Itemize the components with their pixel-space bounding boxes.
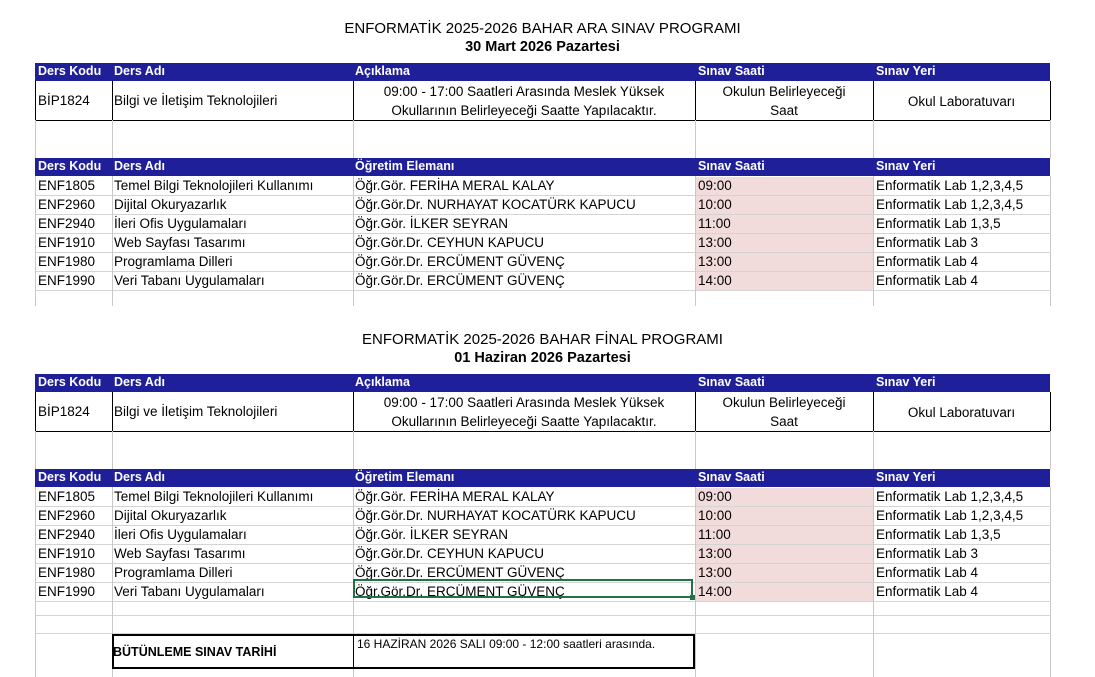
grid-line [35, 431, 1050, 432]
description-line-1[interactable]: 09:00 - 17:00 Saatleri Arasında Meslek Yüksek [383, 84, 665, 99]
grid-line [873, 120, 874, 158]
exam-time-line-1[interactable]: Okulun Belirleyeceği [722, 395, 846, 410]
exam-time[interactable]: 10:00 [698, 508, 732, 523]
description-line-1[interactable]: 09:00 - 17:00 Saatleri Arasında Meslek Yüksek [383, 395, 665, 410]
grid-line [35, 81, 36, 120]
exam-place[interactable]: Okul Laboratuvarı [907, 93, 1016, 109]
grid-line [1050, 120, 1051, 158]
cell-selection[interactable] [353, 579, 693, 598]
midterm-date: 30 Mart 2026 Pazartesi [465, 39, 620, 55]
exam-time[interactable]: 09:00 [698, 178, 732, 193]
column-header: Öğretim Elemanı [355, 470, 455, 484]
column-header: Açıklama [355, 375, 410, 389]
grid-line [112, 487, 113, 601]
course-name[interactable]: Veri Tabanı Uygulamaları [114, 584, 265, 599]
grid-line [1050, 290, 1051, 306]
grid-line [35, 431, 36, 469]
fill-handle[interactable] [690, 595, 695, 600]
column-header: Sınav Saati [698, 470, 765, 484]
course-name[interactable]: Dijital Okuryazarlık [114, 508, 227, 523]
course-name[interactable]: Veri Tabanı Uygulamaları [114, 273, 265, 288]
column-header: Ders Adı [114, 64, 165, 78]
instructor[interactable]: Öğr.Gör.Dr. ERCÜMENT GÜVENÇ [355, 565, 565, 580]
exam-place[interactable]: Enformatik Lab 4 [876, 584, 979, 599]
grid-line [695, 431, 696, 469]
final-special-header [35, 374, 1050, 392]
grid-line [353, 431, 354, 469]
course-code[interactable]: ENF2940 [38, 527, 96, 542]
final-title: ENFORMATİK 2025-2026 BAHAR FİNAL PROGRAMI [362, 331, 723, 348]
grid-line [353, 290, 354, 306]
grid-line [873, 487, 874, 601]
grid-line [695, 176, 696, 290]
final-date: 01 Haziran 2026 Pazartesi [454, 350, 631, 366]
column-header: Öğretim Elemanı [355, 159, 455, 173]
exam-place[interactable]: Enformatik Lab 1,3,5 [876, 527, 1001, 542]
grid-line [1050, 487, 1051, 601]
grid-line [1050, 392, 1051, 431]
column-header: Sınav Saati [698, 159, 765, 173]
description-line-2[interactable]: Okullarının Belirleyeceği Saatte Yapılacaktır. [391, 103, 657, 118]
final-table-header [35, 469, 1050, 487]
grid-line [1050, 81, 1051, 120]
grid-line [1050, 176, 1051, 290]
exam-time-line-1[interactable]: Okulun Belirleyeceği [722, 84, 846, 99]
column-header: Sınav Yeri [876, 159, 936, 173]
column-header: Ders Kodu [38, 470, 102, 484]
grid-line [35, 290, 36, 306]
column-header: Ders Kodu [38, 159, 102, 173]
grid-line [695, 120, 696, 158]
midterm-table-header [35, 158, 1050, 176]
grid-line [873, 431, 874, 469]
course-name[interactable]: Programlama Dilleri [114, 565, 233, 580]
instructor[interactable]: Öğr.Gör.Dr. ERCÜMENT GÜVENÇ [355, 273, 565, 288]
grid-line [35, 615, 1050, 616]
course-code[interactable]: ENF1910 [38, 235, 96, 250]
exam-place[interactable]: Enformatik Lab 1,2,3,4,5 [876, 489, 1024, 504]
midterm-special-header [35, 63, 1050, 81]
grid-line [35, 290, 1050, 291]
exam-time[interactable]: 11:00 [698, 527, 731, 542]
exam-place[interactable]: Enformatik Lab 1,2,3,4,5 [876, 508, 1024, 523]
grid-line [873, 290, 874, 306]
course-name[interactable]: Bilgi ve İletişim Teknolojileri [114, 92, 278, 108]
exam-time-line-2[interactable]: Saat [770, 414, 798, 429]
grid-line [35, 601, 36, 677]
column-header: Ders Adı [114, 375, 165, 389]
course-name[interactable]: Web Sayfası Tasarımı [114, 546, 246, 561]
exam-place[interactable]: Enformatik Lab 1,2,3,4,5 [876, 178, 1024, 193]
instructor[interactable]: Öğr.Gör. İLKER SEYRAN [355, 527, 509, 542]
grid-line [35, 392, 36, 431]
exam-time-line-2[interactable]: Saat [770, 103, 798, 118]
exam-time[interactable]: 13:00 [698, 254, 732, 269]
column-header: Sınav Saati [698, 375, 765, 389]
instructor[interactable]: Öğr.Gör. FERİHA MERAL KALAY [355, 489, 555, 504]
grid-line [112, 176, 113, 290]
instructor[interactable]: Öğr.Gör. İLKER SEYRAN [355, 216, 509, 231]
course-code[interactable]: ENF1805 [38, 489, 96, 504]
exam-place[interactable]: Enformatik Lab 1,2,3,4,5 [876, 197, 1024, 212]
grid-line [112, 290, 113, 306]
grid-line [112, 120, 113, 158]
course-name[interactable]: İleri Ofis Uygulamaları [114, 216, 247, 231]
grid-line [35, 120, 1050, 121]
course-name[interactable]: Bilgi ve İletişim Teknolojileri [114, 403, 278, 419]
course-code[interactable]: ENF1980 [38, 565, 96, 580]
exam-place[interactable]: Enformatik Lab 4 [876, 254, 979, 269]
grid-line [112, 431, 113, 469]
exam-place[interactable]: Enformatik Lab 3 [876, 546, 979, 561]
exam-time[interactable]: 13:00 [698, 235, 732, 250]
grid-line [695, 290, 696, 306]
exam-place[interactable]: Enformatik Lab 3 [876, 235, 979, 250]
exam-time[interactable]: 10:00 [698, 197, 732, 212]
column-header: Sınav Yeri [876, 64, 936, 78]
exam-time[interactable]: 11:00 [698, 216, 731, 231]
column-header: Sınav Yeri [876, 470, 936, 484]
grid-line [695, 601, 696, 677]
grid-line [35, 176, 36, 290]
grid-line [35, 487, 36, 601]
instructor[interactable]: Öğr.Gör.Dr. NURHAYAT KOCATÜRK KAPUCU [355, 197, 636, 212]
exam-place[interactable]: Okul Laboratuvarı [907, 404, 1016, 420]
makeup-exam-label[interactable]: BÜTÜNLEME SINAV TARİHİ [113, 645, 277, 659]
exam-place[interactable]: Enformatik Lab 4 [876, 273, 979, 288]
grid-line [1050, 431, 1051, 469]
exam-time[interactable]: 13:00 [698, 546, 732, 561]
grid-line [353, 634, 354, 669]
instructor[interactable]: Öğr.Gör.Dr. CEYHUN KAPUCU [355, 546, 545, 561]
exam-place[interactable]: Enformatik Lab 4 [876, 565, 979, 580]
exam-time[interactable]: 14:00 [698, 273, 732, 288]
grid-line [353, 120, 354, 158]
column-header: Ders Adı [114, 159, 165, 173]
course-name[interactable]: Programlama Dilleri [114, 254, 233, 269]
grid-line [35, 120, 36, 158]
course-code[interactable]: ENF1980 [38, 254, 96, 269]
course-name[interactable]: Temel Bilgi Teknolojileri Kullanımı [114, 489, 314, 504]
column-header: Ders Adı [114, 470, 165, 484]
course-code[interactable]: ENF1910 [38, 546, 96, 561]
course-code[interactable]: ENF1805 [38, 178, 96, 193]
column-header: Sınav Yeri [876, 375, 936, 389]
course-code[interactable]: ENF2960 [38, 508, 96, 523]
grid-line [35, 601, 1050, 602]
course-code[interactable]: BİP1824 [38, 403, 90, 419]
exam-time[interactable]: 14:00 [698, 584, 732, 599]
exam-time[interactable]: 13:00 [698, 565, 732, 580]
course-code[interactable]: ENF2940 [38, 216, 96, 231]
grid-line [695, 487, 696, 601]
column-header: Açıklama [355, 64, 410, 78]
course-name[interactable]: Web Sayfası Tasarımı [114, 235, 246, 250]
course-name[interactable]: Dijital Okuryazarlık [114, 197, 227, 212]
instructor[interactable]: Öğr.Gör.Dr. NURHAYAT KOCATÜRK KAPUCU [355, 508, 636, 523]
exam-time[interactable]: 09:00 [698, 489, 732, 504]
course-name[interactable]: İleri Ofis Uygulamaları [114, 527, 247, 542]
instructor[interactable]: Öğr.Gör. FERİHA MERAL KALAY [355, 178, 555, 193]
course-code[interactable]: ENF1990 [38, 273, 96, 288]
column-header: Ders Kodu [38, 375, 102, 389]
description-line-2[interactable]: Okullarının Belirleyeceği Saatte Yapılacaktır. [391, 414, 657, 429]
grid-line [112, 392, 113, 431]
grid-line [873, 176, 874, 290]
makeup-exam-date[interactable]: 16 HAZİRAN 2026 SALI 09:00 - 12:00 saatleri arasında. [357, 637, 656, 651]
midterm-title: ENFORMATİK 2025-2026 BAHAR ARA SINAV PROGRAMI [344, 20, 741, 37]
instructor[interactable]: Öğr.Gör.Dr. ERCÜMENT GÜVENÇ [355, 584, 565, 599]
course-code[interactable]: ENF2960 [38, 197, 96, 212]
column-header: Ders Kodu [38, 64, 102, 78]
grid-line [353, 176, 354, 290]
instructor[interactable]: Öğr.Gör.Dr. ERCÜMENT GÜVENÇ [355, 254, 565, 269]
column-header: Sınav Saati [698, 64, 765, 78]
grid-line [873, 601, 874, 677]
course-code[interactable]: BİP1824 [38, 92, 90, 108]
course-name[interactable]: Temel Bilgi Teknolojileri Kullanımı [114, 178, 314, 193]
grid-line [1050, 601, 1051, 677]
course-code[interactable]: ENF1990 [38, 584, 96, 599]
exam-place[interactable]: Enformatik Lab 1,3,5 [876, 216, 1001, 231]
instructor[interactable]: Öğr.Gör.Dr. CEYHUN KAPUCU [355, 235, 545, 250]
grid-line [112, 81, 113, 120]
